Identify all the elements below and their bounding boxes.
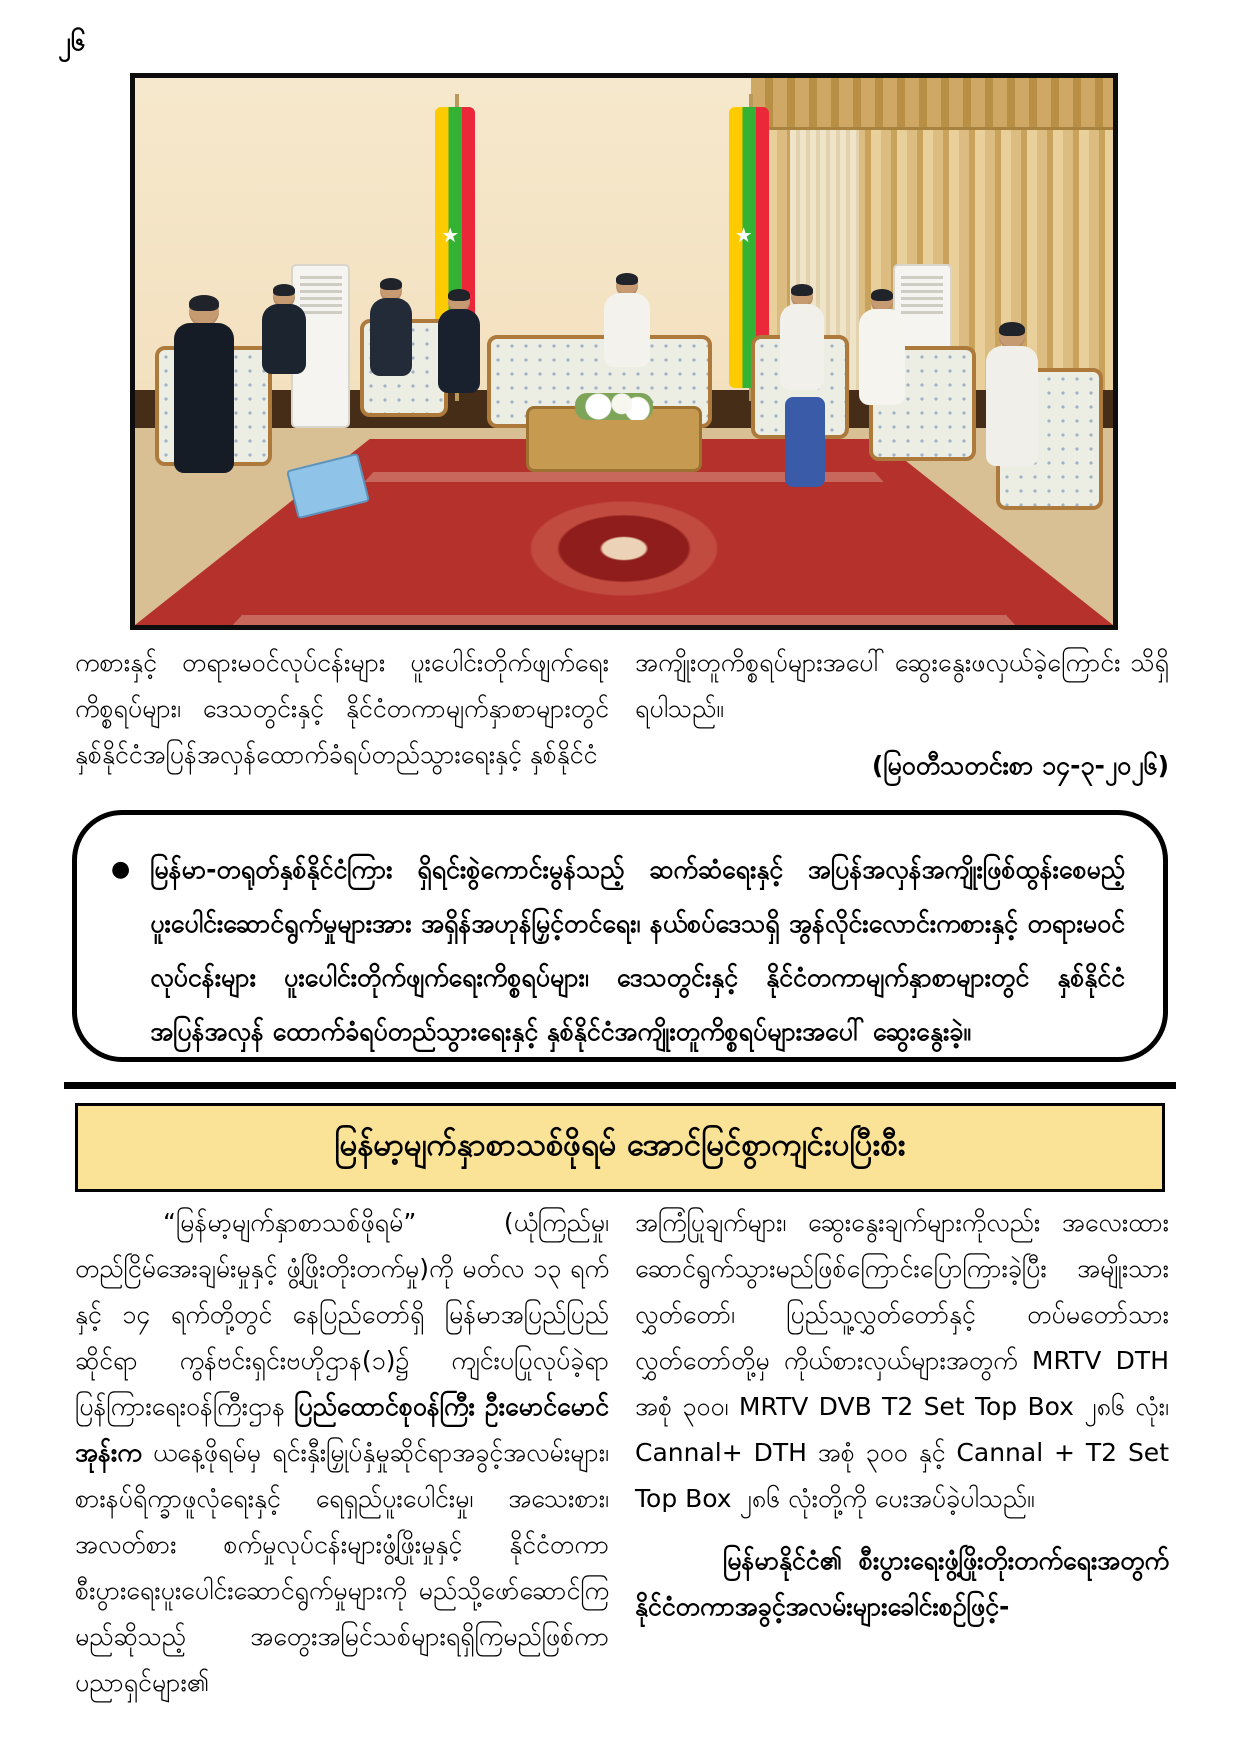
meeting-photo (130, 73, 1118, 630)
person-host-woman (986, 324, 1038, 350)
article2-left-paragraph (75, 1200, 609, 1706)
minister-name-bold: ပြည်ထောင်စုဝန်ကြီး ဦးမောင်မောင်အုန်းက (75, 1392, 609, 1467)
article2-section (75, 1200, 1169, 1706)
person-delegate-2 (370, 280, 412, 302)
article1-right-column (635, 640, 1169, 786)
article2-left-part1: “မြန်မာ့မျက်နှာစာသစ်ဖိုရမ်” (ယုံကြည်မှု၊ တည်ငြိမ်အေးချမ်းမှုနှင့် ဖွံ့ဖြိုးတိုးတက်မှု)ကို မတ်လ ၁၃ ရက်နှင့် ၁၄ ရက်တို့တွင် နေပြည်တော်ရှိ မြန်မာအပြည်ပြည်ဆိုင်ရာ ကွန်ဗင်းရှင်းဗဟိုဌာန(၁)၌ ကျင်းပပြုလုပ်ခဲ့ရာ ပြန်ကြားရေးဝန်ကြီးဌာန (75, 1208, 609, 1421)
article2-right-paragraph1: အကြံပြုချက်များ၊ ဆွေးနွေးချက်များကိုလည်း အလေးထား ဆောင်ရွက်သွားမည်ဖြစ်ကြောင်းပြောကြားခဲ့ပြီး အမျိုးသားလွှတ်တော်၊ ပြည်သူ့လွှတ်တော်နှင့် တပ်မတော်သားလွှတ်တော်တို့မှ ကိုယ်စားလှယ်များအတွက် MRTV DTH အစုံ ၃၀၀၊ MRTV DVB T2 Set Top Box ၂၈၆ လုံး၊ Cannal+ DTH အစုံ ၃၀၀ နှင့် Cannal + T2 Set Top Box ၂၈၆ လုံးတို့ကို ပေးအပ်ခဲ့ပါသည်။ (635, 1208, 1169, 1513)
ac-grill (901, 276, 943, 318)
summary-text: မြန်မာ-တရုတ်နှစ်နိုင်ငံကြား ရှိရင်းစွဲကောင်းမွန်သည့် ဆက်ဆံရေးနှင့် အပြန်အလှန်အကျိုးဖြစ်ထွန်းစေမည့် ပူးပေါင်းဆောင်ရွက်မှုများအား အရှိန်အဟုန်မြှင့်တင်ရေး၊ နယ်စပ်ဒေသရှိ အွန်လိုင်းလောင်းကစားနှင့် တရားမဝင် လုပ်ငန်းများ ပူးပေါင်းတိုက်ဖျက်ရေးကိစ္စရပ်များ၊ ဒေသတွင်းနှင့် နိုင်ငံတကာမျက်နှာစာများတွင် နှစ်နိုင်ငံအပြန်အလှန် ထောက်ခံရပ်တည်သွားရေးနှင့် နှစ်နိုင်ငံအကျိုးတူကိစ္စရပ်များအပေါ် ဆွေးနွေးခဲ့။ (150, 855, 1125, 1046)
ac-grill (300, 276, 342, 318)
carpet-medallion (516, 494, 731, 603)
article1-left-column: ကစားနှင့် တရားမဝင်လုပ်ငန်းများ ပူးပေါင်းတိုက်ဖျက်ရေး ကိစ္စရပ်များ၊ ဒေသတွင်းနှင့် နိုင်ငံတကာမျက်နှာစာများတွင် နှစ်နိုင်ငံအပြန်အလှန်ထောက်ခံရပ်တည်သွားရေးနှင့် နှစ်နိုင်ငံ (75, 648, 609, 769)
flag-star-icon: ★ (734, 223, 753, 248)
person-host-1 (780, 286, 824, 308)
headline-banner (75, 1103, 1165, 1192)
person-delegate-3 (438, 291, 480, 313)
source-attribution: (မြဝတီသတင်းစာ ၁၄-၃-၂၀၂၆) (871, 751, 1169, 780)
person-delegate-foreground (174, 297, 234, 327)
article2-left-column (75, 1200, 609, 1706)
person-host-2 (859, 291, 905, 313)
article1-section (75, 640, 1169, 786)
article2-left-part2: ယနေ့ဖိုရမ်မှ ရင်းနှီးမြှုပ်နှံမှုဆိုင်ရာအခွင့်အလမ်းများ၊ စားနပ်ရိက္ခာဖူလုံရေးနှင့် ရေရှည်ပူးပေါင်းမှု၊ အသေးစား၊ အလတ်စား စက်မှုလုပ်ငန်းများဖွံ့ဖြိုးမှုနှင့် နိုင်ငံတကာစီးပွားရေးပူးပေါင်းဆောင်ရွက်မှုများကို မည်သို့ဖော်ဆောင်ကြမည်ဆိုသည့် အတွေးအမြင်သစ်များရရှိကြမည်ဖြစ်ကာ ပညာရှင်များ၏ (75, 1438, 609, 1697)
person-host-center (604, 275, 650, 297)
flower-bouquet (575, 393, 653, 420)
person-delegate-1 (262, 286, 306, 308)
person-host-longyi (785, 379, 825, 401)
article2-right-paragraph2: မြန်မာနိုင်ငံ၏ စီးပွားရေးဖွံ့ဖြိုးတိုးတက်ရေးအတွက် နိုင်ငံတကာအခွင့်အလမ်းများခေါင်းစဉ်ဖြင့်- (635, 1546, 1169, 1621)
curtain-valance (751, 78, 1113, 130)
bullet-icon: ● (111, 857, 131, 882)
summary-box (72, 810, 1168, 1062)
article2-right-column (635, 1200, 1169, 1706)
section-divider (64, 1082, 1176, 1089)
page-number: ၂၆ (58, 27, 86, 57)
article1-right-text: အကျိုးတူကိစ္စရပ်များအပေါ် ဆွေးနွေးဖလှယ်ခဲ့ကြောင်း သိရှိရပါသည်။ (635, 648, 1169, 723)
headline-title: မြန်မာ့မျက်နှာစာသစ်ဖိုရမ် အောင်မြင်စွာကျင်းပပြီးစီး (334, 1126, 906, 1163)
flag-star-icon: ★ (441, 223, 460, 248)
